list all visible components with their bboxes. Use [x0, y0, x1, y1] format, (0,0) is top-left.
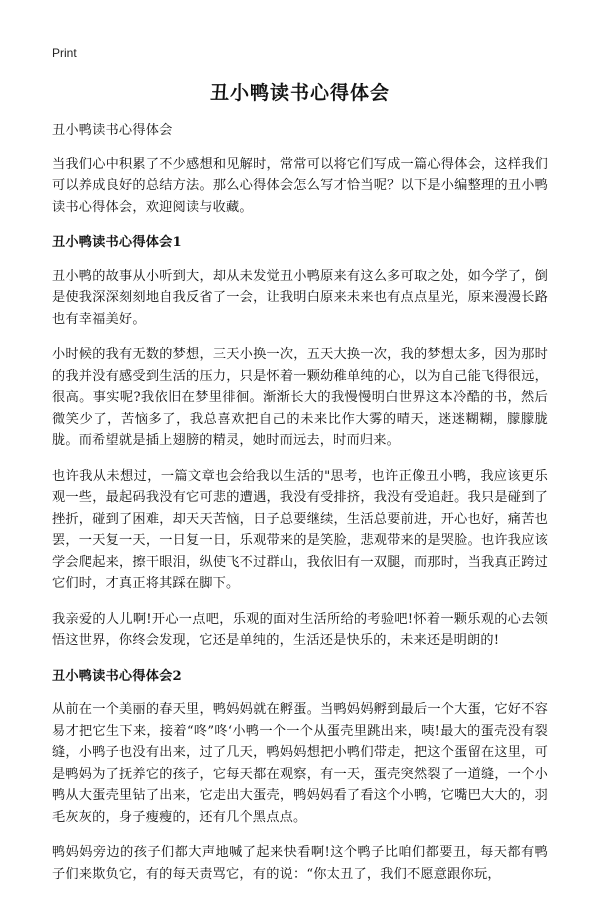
section-1-paragraph: 丑小鸭的故事从小听到大，却从未发觉丑小鸭原来有这么多可取之处，如今学了，倒是使我深深刻刻地自我反省了一会，让我明白原来未来也有点点星光，原来漫漫长路也有幸福美好。	[52, 268, 548, 327]
section-heading-1: 丑小鸭读书心得体会1	[52, 235, 182, 250]
print-link[interactable]: Print	[52, 46, 77, 60]
document-body	[52, 120, 548, 899]
section-1-paragraph: 小时候的我有无数的梦想，三天小换一次，五天大换一次，我的梦想太多，因为那时的我并没有感受到生活的压力，只是怀着一颗幼稚单纯的心，以为自己能飞得很远，很高。事实呢?我依旧在梦里徘徊。渐渐长大的我慢慢明白世界这本冷酷的书，然后微笑少了，苦恼多了，我总喜欢把自己的未来比作大雾的晴天，迷迷糊糊，朦朦胧胧。而希望就是插上翅膀的精灵，她时而远去，时而归来。	[52, 347, 548, 448]
section-1-paragraph: 我亲爱的人儿啊!开心一点吧，乐观的面对生活所给的考验吧!怀着一颗乐观的心去领悟这世界，你终会发现，它还是单纯的，生活还是快乐的，未来还是明朗的!	[52, 611, 548, 648]
section-heading-2: 丑小鸭读书心得体会2	[52, 668, 182, 684]
document-subtitle: 丑小鸭读书心得体会	[52, 123, 173, 138]
section-2-paragraph: 从前在一个美丽的春天里，鸭妈妈就在孵蛋。当鸭妈妈孵到最后一个大蛋，它好不容易才把它生下来，接着“咚”咚‘小鸭一个一个从蛋壳里跳出来，咦!最大的蛋壳没有裂缝，小鸭子也没有出来，过了几天，鸭妈妈想把小鸭们带走，把这个蛋留在这里，可是鸭妈为了抚养它的孩子，它每天都在观察，有一天，蛋壳突然裂了一道缝，一个小鸭从大蛋壳里钻了出来，它走出大蛋壳，鸭妈妈看了看这个小鸭，它嘴巴大大的，羽毛灰灰的，身子瘦瘦的，还有几个黑点点。	[52, 702, 548, 825]
intro-paragraph: 当我们心中积累了不少感想和见解时，常常可以将它们写成一篇心得体会，这样我们可以养成良好的总结方法。那么心得体会怎么写才恰当呢？以下是小编整理的丑小鸭读书心得体会，欢迎阅读与收藏。	[52, 156, 548, 215]
section-2-paragraph: 鸭妈妈旁边的孩子们都大声地喊了起来快看啊!这个鸭子比咱们都要丑，每天都有鸭子们来欺负它，有的每天责骂它，有的说：“你太丑了，我们不愿意跟你玩，	[52, 845, 548, 882]
section-1-paragraph: 也许我从未想过，一篇文章也会给我以生活的"思考，也许正像丑小鸭，我应该更乐观一些，最起码我没有它可悲的遭遇，我没有受排挤，我没有受追赶。我只是碰到了挫折，碰到了困难，却天天苦恼，日子总要继续，生活总要前进，开心也好，痛苦也罢，一天复一天，一日复一日，乐观带来的是笑脸，悲观带来的是哭脸。也许我应该学会爬起来，擦干眼泪，纵使飞不过群山，我依旧有一双腿，而那时，当我真正跨过它们时，才真正将其踩在脚下。	[52, 468, 548, 591]
page-title: 丑小鸭读书心得体会	[209, 82, 390, 104]
